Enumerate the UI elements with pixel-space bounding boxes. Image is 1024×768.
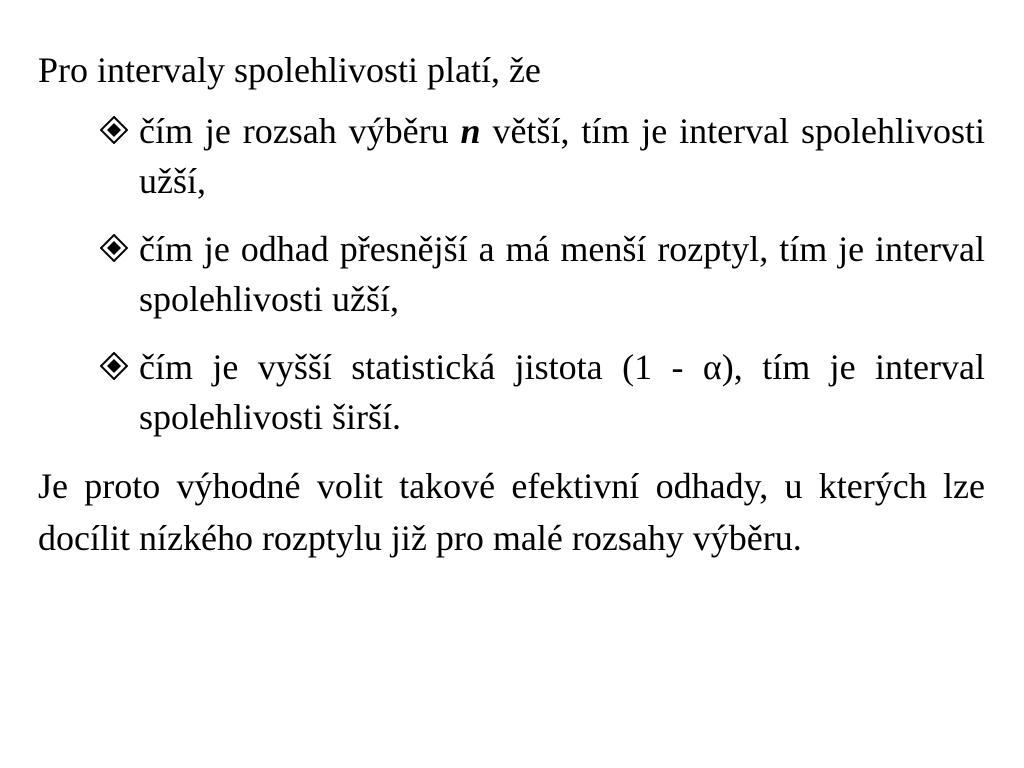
bullet-text: čím je odhad přesnější a má menší rozptyl, tím je interval spolehlivosti užší, xyxy=(139,229,985,319)
intro-text: Pro intervaly spolehlivosti platí, že xyxy=(38,50,541,90)
slide-content xyxy=(38,44,985,600)
bullet-item-confidence-level xyxy=(38,342,985,442)
bullet-text-part: větší, tím je interval spolehlivosti užší, xyxy=(139,111,986,201)
bullet-item-estimate-precision xyxy=(38,224,985,324)
bullet-text-part: čím je rozsah výběru xyxy=(139,111,461,151)
closing-paragraph: Je proto výhodné volit takové efektivní odhady, u kterých lze docílit nízkého rozptylu již pro malé rozsahy výběru. xyxy=(38,466,985,558)
bullet-item-sample-size xyxy=(38,106,985,206)
diamond-bullet-icon xyxy=(100,224,130,274)
variable-n: n xyxy=(460,111,481,151)
diamond-bullet-icon xyxy=(100,342,130,392)
diamond-bullet-icon xyxy=(100,106,130,156)
bullet-text: čím je vyšší statistická jistota (1 - α), tím je interval spolehlivosti širší. xyxy=(139,347,985,437)
bullet-list xyxy=(38,106,985,442)
